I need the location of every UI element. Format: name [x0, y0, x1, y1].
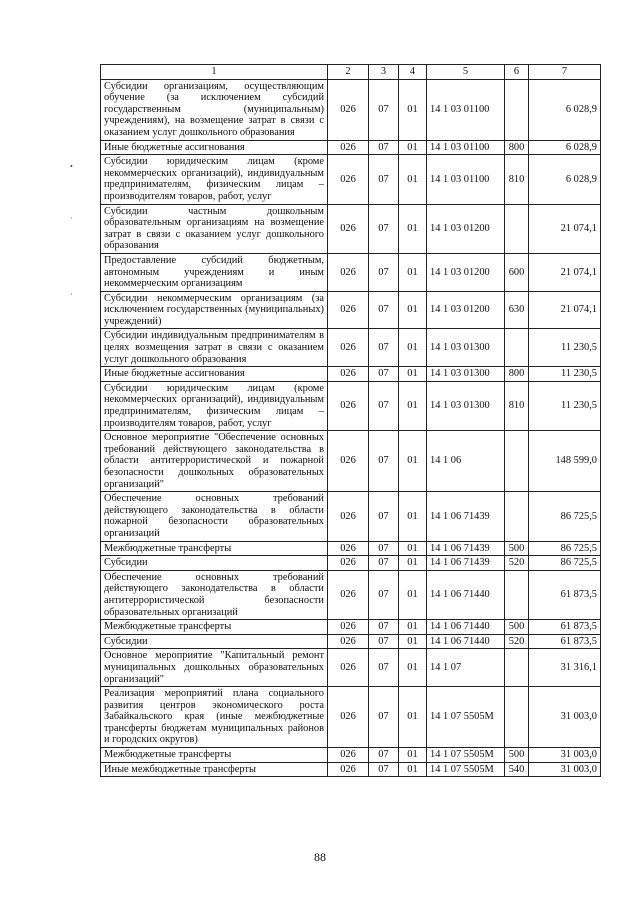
admin-code-cell: 026 [328, 253, 369, 291]
section-cell: 07 [369, 634, 399, 649]
section-cell: 07 [369, 79, 399, 140]
amount-cell: 31 003,0 [529, 762, 601, 777]
target-article-cell: 14 1 06 71440 [427, 570, 505, 619]
section-cell: 07 [369, 556, 399, 571]
amount-cell: 6 028,9 [529, 79, 601, 140]
expense-type-cell [505, 431, 529, 492]
amount-cell: 86 725,5 [529, 541, 601, 556]
expense-type-cell: 630 [505, 291, 529, 329]
amount-cell: 6 028,9 [529, 140, 601, 155]
column-header: 7 [529, 65, 601, 80]
amount-cell: 31 003,0 [529, 748, 601, 763]
admin-code-cell: 026 [328, 748, 369, 763]
expense-type-cell: 520 [505, 634, 529, 649]
amount-cell: 148 599,0 [529, 431, 601, 492]
table-row [101, 155, 601, 204]
admin-code-cell: 026 [328, 634, 369, 649]
section-cell: 07 [369, 431, 399, 492]
section-cell: 07 [369, 687, 399, 748]
section-cell: 07 [369, 291, 399, 329]
section-cell: 07 [369, 381, 399, 430]
expense-type-cell [505, 687, 529, 748]
row-name-cell: Иные межбюджетные трансферты [101, 762, 328, 777]
expense-type-cell: 810 [505, 381, 529, 430]
target-article-cell: 14 1 06 71439 [427, 492, 505, 541]
admin-code-cell: 026 [328, 79, 369, 140]
row-name-cell: Иные бюджетные ассигнования [101, 367, 328, 382]
table-row [101, 291, 601, 329]
amount-cell: 21 074,1 [529, 253, 601, 291]
table-row [101, 79, 601, 140]
section-cell: 07 [369, 204, 399, 253]
target-article-cell: 14 1 03 01100 [427, 140, 505, 155]
amount-cell: 11 230,5 [529, 329, 601, 367]
table-row [101, 762, 601, 777]
admin-code-cell: 026 [328, 541, 369, 556]
expense-type-cell [505, 204, 529, 253]
section-cell: 07 [369, 367, 399, 382]
subsection-cell: 01 [399, 541, 427, 556]
expense-type-cell: 540 [505, 762, 529, 777]
section-cell: 07 [369, 329, 399, 367]
page-number: 88 [314, 850, 326, 864]
target-article-cell: 14 1 06 71440 [427, 634, 505, 649]
target-article-cell: 14 1 03 01100 [427, 155, 505, 204]
table-header-row [101, 65, 601, 80]
expense-type-cell [505, 492, 529, 541]
row-name-cell: Субсидии [101, 634, 328, 649]
section-cell: 07 [369, 649, 399, 687]
target-article-cell: 14 1 03 01300 [427, 367, 505, 382]
admin-code-cell: 026 [328, 649, 369, 687]
amount-cell: 31 316,1 [529, 649, 601, 687]
target-article-cell: 14 1 03 01100 [427, 79, 505, 140]
budget-table [100, 64, 601, 777]
admin-code-cell: 026 [328, 687, 369, 748]
table-row [101, 204, 601, 253]
column-header: 4 [399, 65, 427, 80]
table-row [101, 570, 601, 619]
section-cell: 07 [369, 140, 399, 155]
target-article-cell: 14 1 03 01300 [427, 329, 505, 367]
subsection-cell: 01 [399, 431, 427, 492]
subsection-cell: 01 [399, 253, 427, 291]
table-row [101, 381, 601, 430]
expense-type-cell: 500 [505, 620, 529, 635]
table-row [101, 620, 601, 635]
row-name-cell: Субсидии индивидуальным предпринимателям в целях возмещения затрат в связи с оказанием услуг дошкольного образования [101, 329, 328, 367]
subsection-cell: 01 [399, 291, 427, 329]
scan-dot: · [70, 290, 73, 299]
section-cell: 07 [369, 492, 399, 541]
subsection-cell: 01 [399, 748, 427, 763]
subsection-cell: 01 [399, 79, 427, 140]
admin-code-cell: 026 [328, 431, 369, 492]
target-article-cell: 14 1 07 [427, 649, 505, 687]
admin-code-cell: 026 [328, 367, 369, 382]
amount-cell: 61 873,5 [529, 620, 601, 635]
target-article-cell: 14 1 07 5505М [427, 762, 505, 777]
expense-type-cell [505, 329, 529, 367]
target-article-cell: 14 1 03 01300 [427, 381, 505, 430]
table-row [101, 492, 601, 541]
subsection-cell: 01 [399, 329, 427, 367]
row-name-cell: Субсидии [101, 556, 328, 571]
target-article-cell: 14 1 03 01200 [427, 204, 505, 253]
admin-code-cell: 026 [328, 570, 369, 619]
amount-cell: 6 028,9 [529, 155, 601, 204]
admin-code-cell: 026 [328, 329, 369, 367]
section-cell: 07 [369, 762, 399, 777]
row-name-cell: Предоставление субсидий бюджетным, автономным учреждениям и иным некоммерческим организациям [101, 253, 328, 291]
admin-code-cell: 026 [328, 556, 369, 571]
column-header: 1 [101, 65, 328, 80]
column-header: 2 [328, 65, 369, 80]
row-name-cell: Межбюджетные трансферты [101, 620, 328, 635]
target-article-cell: 14 1 06 71439 [427, 541, 505, 556]
amount-cell: 21 074,1 [529, 204, 601, 253]
table-row [101, 748, 601, 763]
table-row [101, 556, 601, 571]
admin-code-cell: 026 [328, 381, 369, 430]
expense-type-cell: 500 [505, 541, 529, 556]
amount-cell: 11 230,5 [529, 367, 601, 382]
table-row [101, 329, 601, 367]
admin-code-cell: 026 [328, 492, 369, 541]
subsection-cell: 01 [399, 570, 427, 619]
subsection-cell: 01 [399, 140, 427, 155]
row-name-cell: Межбюджетные трансферты [101, 748, 328, 763]
section-cell: 07 [369, 155, 399, 204]
amount-cell: 61 873,5 [529, 634, 601, 649]
target-article-cell: 14 1 06 [427, 431, 505, 492]
row-name-cell: Обеспечение основных требований действующего законодательства в области пожарной безопасности образовательных организаций [101, 492, 328, 541]
table-row [101, 431, 601, 492]
subsection-cell: 01 [399, 367, 427, 382]
section-cell: 07 [369, 620, 399, 635]
subsection-cell: 01 [399, 687, 427, 748]
admin-code-cell: 026 [328, 140, 369, 155]
expense-type-cell: 600 [505, 253, 529, 291]
admin-code-cell: 026 [328, 291, 369, 329]
target-article-cell: 14 1 07 5505М [427, 687, 505, 748]
amount-cell: 31 003,0 [529, 687, 601, 748]
table-row [101, 253, 601, 291]
expense-type-cell: 800 [505, 367, 529, 382]
subsection-cell: 01 [399, 634, 427, 649]
expense-type-cell [505, 649, 529, 687]
target-article-cell: 14 1 07 5505М [427, 748, 505, 763]
table-body [101, 79, 601, 777]
row-name-cell: Субсидии организациям, осуществляющим обучение (за исключением субсидий государственным (муниципальным) учреждениям), на возмещение затрат в связи с оказанием услуг дошкольного образования [101, 79, 328, 140]
subsection-cell: 01 [399, 492, 427, 541]
section-cell: 07 [369, 541, 399, 556]
table-row [101, 687, 601, 748]
subsection-cell: 01 [399, 556, 427, 571]
row-name-cell: Межбюджетные трансферты [101, 541, 328, 556]
scan-dot: • [70, 162, 73, 171]
row-name-cell: Иные бюджетные ассигнования [101, 140, 328, 155]
amount-cell: 86 725,5 [529, 556, 601, 571]
admin-code-cell: 026 [328, 155, 369, 204]
section-cell: 07 [369, 748, 399, 763]
expense-type-cell: 800 [505, 140, 529, 155]
amount-cell: 86 725,5 [529, 492, 601, 541]
subsection-cell: 01 [399, 381, 427, 430]
expense-type-cell [505, 79, 529, 140]
expense-type-cell: 520 [505, 556, 529, 571]
section-cell: 07 [369, 570, 399, 619]
column-header: 5 [427, 65, 505, 80]
expense-type-cell: 810 [505, 155, 529, 204]
table-row [101, 140, 601, 155]
admin-code-cell: 026 [328, 204, 369, 253]
subsection-cell: 01 [399, 155, 427, 204]
row-name-cell: Обеспечение основных требований действующего законодательства в области антитеррористической безопасности образовательных организаций [101, 570, 328, 619]
subsection-cell: 01 [399, 620, 427, 635]
subsection-cell: 01 [399, 762, 427, 777]
target-article-cell: 14 1 03 01200 [427, 253, 505, 291]
amount-cell: 11 230,5 [529, 381, 601, 430]
row-name-cell: Субсидии юридическим лицам (кроме некоммерческих организаций), индивидуальным предпринимателям, физическим лицам – производителям товаров, работ, услуг [101, 381, 328, 430]
amount-cell: 21 074,1 [529, 291, 601, 329]
row-name-cell: Субсидии юридическим лицам (кроме некоммерческих организаций), индивидуальным предпринимателям, физическим лицам – производителям товаров, работ, услуг [101, 155, 328, 204]
amount-cell: 61 873,5 [529, 570, 601, 619]
expense-type-cell [505, 570, 529, 619]
subsection-cell: 01 [399, 649, 427, 687]
table-row [101, 541, 601, 556]
row-name-cell: Основное мероприятие "Капитальный ремонт муниципальных дошкольных образовательных организаций" [101, 649, 328, 687]
target-article-cell: 14 1 03 01200 [427, 291, 505, 329]
table-row [101, 649, 601, 687]
table-row [101, 367, 601, 382]
column-header: 3 [369, 65, 399, 80]
admin-code-cell: 026 [328, 762, 369, 777]
row-name-cell: Основное мероприятие "Обеспечение основных требований действующего законодательства в области антитеррористической и пожарной безопасности дошкольных образовательных организаций" [101, 431, 328, 492]
table-row [101, 634, 601, 649]
target-article-cell: 14 1 06 71440 [427, 620, 505, 635]
column-header: 6 [505, 65, 529, 80]
section-cell: 07 [369, 253, 399, 291]
target-article-cell: 14 1 06 71439 [427, 556, 505, 571]
row-name-cell: Субсидии частным дошкольным образовательным организациям на возмещение затрат в связи с оказанием услуг дошкольного образования [101, 204, 328, 253]
admin-code-cell: 026 [328, 620, 369, 635]
subsection-cell: 01 [399, 204, 427, 253]
row-name-cell: Субсидии некоммерческим организациям (за исключением государственных (муниципальных) учреждений) [101, 291, 328, 329]
scan-dot: · [70, 214, 73, 223]
row-name-cell: Реализация мероприятий плана социального развития центров экономического роста Забайкальского края (иные межбюджетные трансферты бюджетам муниципальных районов и городских округов) [101, 687, 328, 748]
expense-type-cell: 500 [505, 748, 529, 763]
